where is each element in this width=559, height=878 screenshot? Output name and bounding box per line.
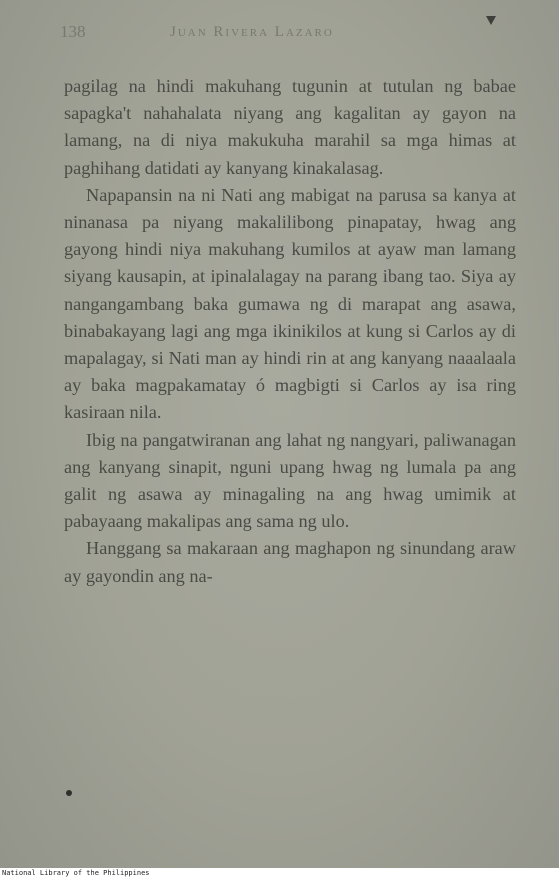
paragraph: pagilag na hindi makuhang tugunin at tutulan ng babae sapagka't nahahalata niyang ang kagalitan ay gayon na lamang, na di niya makukuha marahil sa mga himas at paghihang datidati ay kanyang kinakalasag. <box>64 76 516 178</box>
paragraph: Ibig na pangatwiranan ang lahat ng nangyari, paliwanagan ang kanyang sinapit, nguni upang hwag ng lumala pa ang galit ng asawa ay minagaling na ang hwag umimik at pabayaang makalipas ang sama ng ulo. <box>64 429 516 532</box>
paragraph: Napapansin na ni Nati ang mabigat na parusa sa kanya at ninanasa pa niyang makalilibong pinapatay, hwag ang gayong hindi niya makuhang kumilos at ayaw man lamang siyang kausapin, at ipinalalagay na parang ibang tao. Siya ay nangangambang baka gumawa ng di marapat ang asawa, binabakayang lagi ang mga ikinikilos at kung si Carlos ay di mapalagay, si Nati man ay hindi rin at ang kanyang naaalaala ay baka magpakamatay ó magbigti si Carlos ay isa ring kasiraan nila. <box>64 184 516 423</box>
page-number: 138 <box>60 22 86 41</box>
page-corner-mark <box>486 16 496 25</box>
paragraph: Hanggang sa makaraan ang maghapon ng sinundang araw ay gayondin ang na- <box>64 538 516 586</box>
page-header <box>60 18 500 48</box>
running-head: Juan Rivera Lazaro <box>170 24 334 40</box>
library-credit: National Library of the Philippines <box>2 869 150 877</box>
body-text <box>64 73 516 590</box>
ink-spot <box>66 790 72 796</box>
